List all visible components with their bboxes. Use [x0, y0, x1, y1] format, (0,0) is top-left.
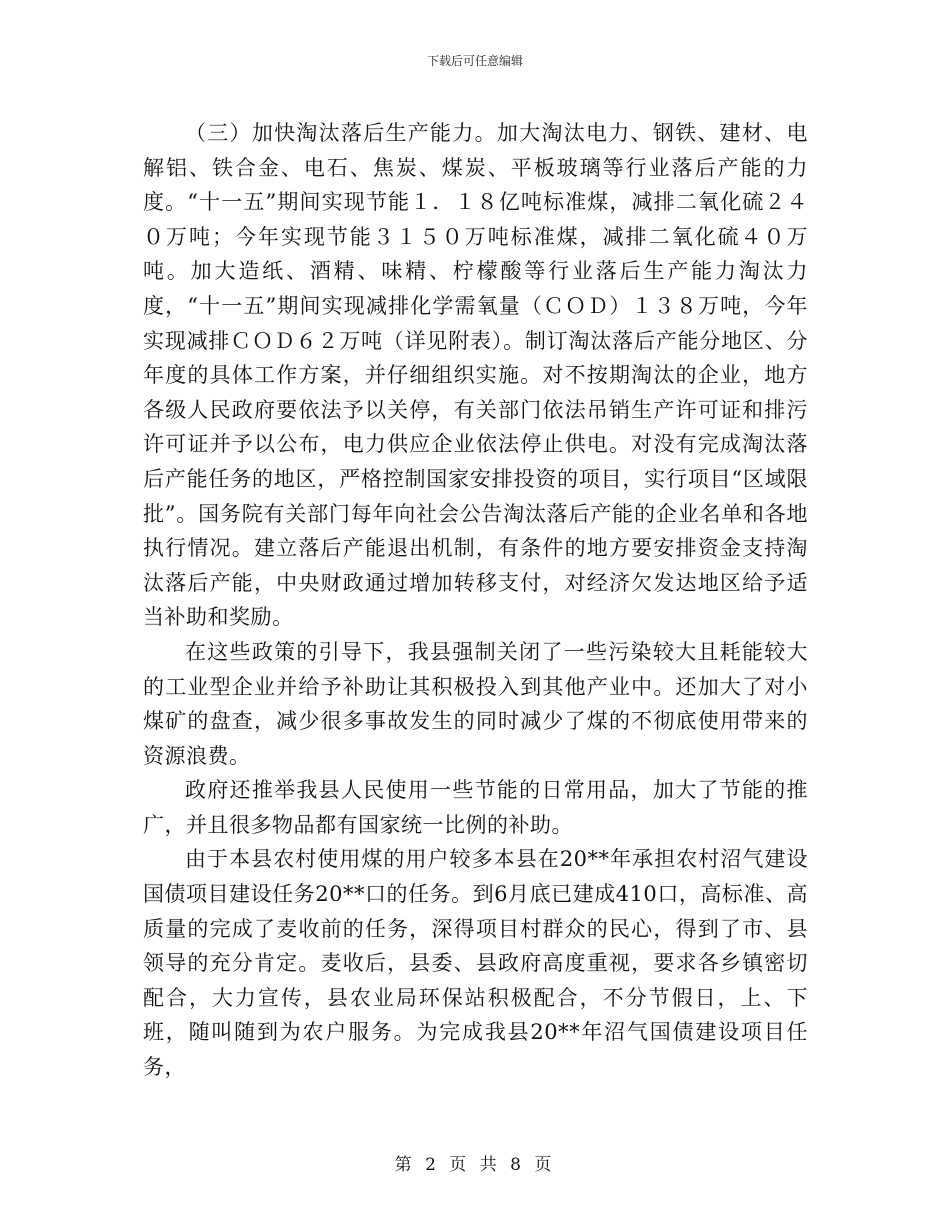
document-body: [143, 116, 808, 1085]
paragraph-2: 在这些政策的引导下，我县强制关闭了一些污染较大且耗能较大的工业型企业并给予补助让其积极投入到其他产业中。还加大了对小煤矿的盘查，减少很多事故发生的同时减少了煤的不彻底使用带来的资源浪费。: [143, 639, 808, 768]
paragraph-1: （三）加快淘汰落后生产能力。加大淘汰电力、钢铁、建材、电解铝、铁合金、电石、焦炭、煤炭、平板玻璃等行业落后产能的力度。“十一五”期间实现节能１．１８亿吨标准煤，减排二氧化硫２４０万吨；今年实现节能３１５０万吨标准煤，减排二氧化硫４０万吨。加大造纸、酒精、味精、柠檬酸等行业落后生产能力淘汰力度，“十一五”期间实现减排化学需氧量（ＣＯＤ）１３８万吨，今年实现减排ＣＯＤ６２万吨（详见附表）。制订淘汰落后产能分地区、分年度的具体工作方案，并仔细组织实施。对不按期淘汰的企业，地方各级人民政府要依法予以关停，有关部门依法吊销生产许可证和排污许可证并予以公布，电力供应企业依法停止供电。对没有完成淘汰落后产能任务的地区，严格控制国家安排投资的项目，实行项目“区域限批”。国务院有关部门每年向社会公告淘汰落后产能的企业名单和各地执行情况。建立落后产能退出机制，有条件的地方要安排资金支持淘汰落后产能，中央财政通过增加转移支付，对经济欠发达地区给予适当补助和奖励。: [143, 121, 808, 630]
page-footer: 第 2 页 共 8 页: [394, 1155, 556, 1175]
page-header: 下载后可任意编辑: [426, 54, 523, 68]
paragraph-4: 由于本县农村使用煤的用户较多本县在20**年承担农村沼气建设国债项目建设任务20**口的任务。到6月底已建成410口，高标准、高质量的完成了麦收前的任务，深得项目村群众的民心，得到了市、县领导的充分肯定。麦收后，县委、县政府高度重视，要求各乡镇密切配合，大力宣传，县农业局环保站积极配合，不分节假日，上、下班，随叫随到为农户服务。为完成我县20**年沼气国债建设项目任务，: [143, 847, 808, 1080]
paragraph-3: 政府还推举我县人民使用一些节能的日常用品，加大了节能的推广，并且很多物品都有国家统一比例的补助。: [143, 778, 808, 837]
